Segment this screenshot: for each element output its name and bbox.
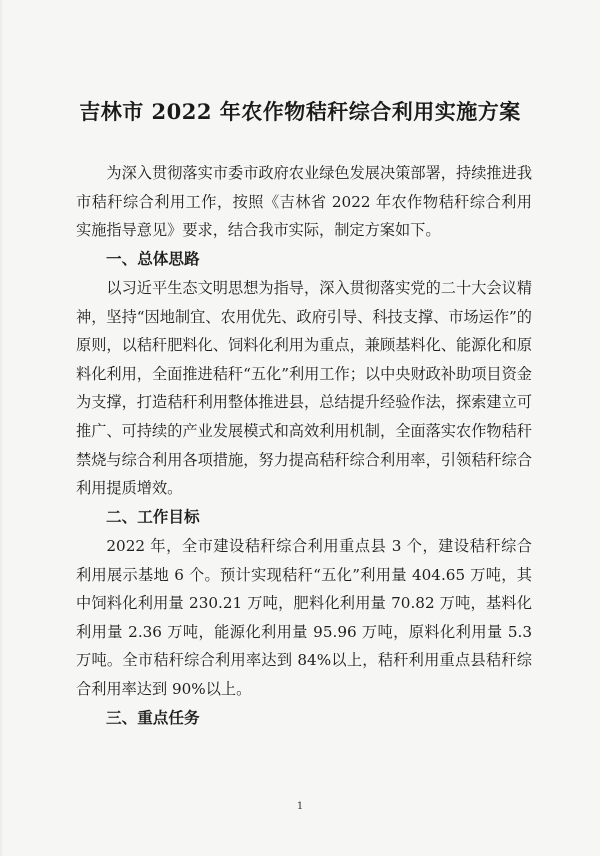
section-heading-3: 三、重点任务 xyxy=(106,708,200,727)
section-heading-1: 一、总体思路 xyxy=(106,249,200,268)
scan-edge xyxy=(0,0,3,856)
section-body-2: 2022 年，全市建设秸秆综合利用重点县 3 个，建设秸秆综合利用展示基地 6 个。预计实现秸秆“五化”利用量 404.65 万吨，其中饲料化利用量 230.21 万吨，肥料化利用量 70.82 万吨，基料化利用量 2.36 万吨，能源化利用量 95.96 万吨，原料化利用量 5.3 万吨。全市秸秆综合利用率达到 84%以上，秸秆利用重点县秸秆综合利用率达到 90%以上。 xyxy=(76,537,532,698)
intro-paragraph: 为深入贯彻落实市委市政府农业绿色发展决策部署，持续推进我市秸秆综合利用工作，按照《吉林省 2022 年农作物秸秆综合利用实施指导意见》要求，结合我市实际，制定方案如下。 xyxy=(76,164,532,240)
section-heading-2: 二、工作目标 xyxy=(106,507,200,526)
page-number: 1 xyxy=(296,801,304,812)
document-title: 吉林市 2022 年农作物秸秆综合利用实施方案 xyxy=(79,99,521,124)
section-body-1: 以习近平生态文明思想为指导，深入贯彻落实党的二十大会议精神，坚持“因地制宜、农用优先、政府引导、科技支撑、市场运作”的原则，以秸秆肥料化、饲料化利用为重点，兼顾基料化、能源化和原料化利用，全面推进秸秆“五化”利用工作；以中央财政补助项目资金为支撑，打造秸秆利用整体推进县，总结提升经验作法，探索建立可推广、可持续的产业发展模式和高效利用机制，全面落实农作物秸秆禁烧与综合利用各项措施，努力提高秸秆综合利用率，引领秸秆综合利用提质增效。 xyxy=(76,279,532,498)
